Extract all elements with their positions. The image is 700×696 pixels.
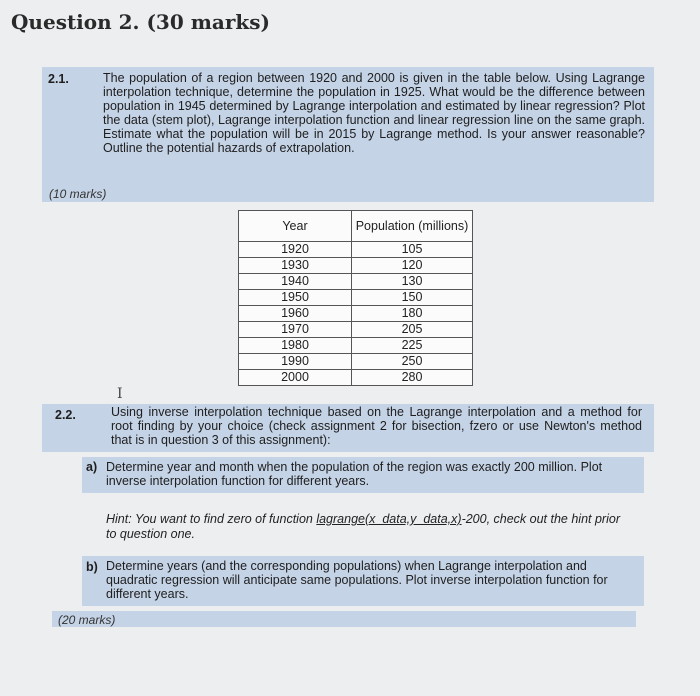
table-row xyxy=(239,370,473,386)
table-row xyxy=(239,306,473,322)
year-cell: 1960 xyxy=(239,306,352,322)
q21-number: 2.1. xyxy=(48,72,69,86)
q22b-text: Determine years (and the corresponding populations) when Lagrange interpolation and quadratic regression will anticipate same populations. Plot inverse interpolation function for different years. xyxy=(106,559,608,601)
hint-suffix: -200, check out the hint prior to question one. xyxy=(106,512,620,541)
q21-text: The population of a region between 1920 and 2000 is given in the table below. Using Lagrange interpolation technique, determine the population in 1925. What would be the difference between population in 1945 determined by Lagrange interpolation and estimated by linear regression? Plot the data (stem plot), Lagrange interpolation function and linear regression line on the same graph. Estimate what the population will be in 2015 by Lagrange method. Is your answer reasonable? Outline the potential hazards of extrapolation. xyxy=(103,71,645,155)
population-cell: 130 xyxy=(352,274,473,290)
q22-marks-bar xyxy=(52,611,636,627)
population-cell: 180 xyxy=(352,306,473,322)
hint-text xyxy=(106,512,626,542)
population-cell: 250 xyxy=(352,354,473,370)
population-cell: 280 xyxy=(352,370,473,386)
population-cell: 120 xyxy=(352,258,473,274)
table-row xyxy=(239,354,473,370)
year-cell: 1920 xyxy=(239,242,352,258)
hint-function: lagrange(x_data,y_data,x) xyxy=(316,512,462,526)
table-row xyxy=(239,274,473,290)
q22a-text: Determine year and month when the population of the region was exactly 200 million. Plot inverse interpolation function for different years. xyxy=(106,460,603,488)
q22-number: 2.2. xyxy=(55,408,76,422)
q22a-label: a) xyxy=(86,460,98,474)
q21-marks: (10 marks) xyxy=(49,187,107,201)
year-cell: 2000 xyxy=(239,370,352,386)
table-row xyxy=(239,338,473,354)
year-cell: 1930 xyxy=(239,258,352,274)
year-cell: 1980 xyxy=(239,338,352,354)
population-cell: 105 xyxy=(352,242,473,258)
population-cell: 150 xyxy=(352,290,473,306)
page-title: Question 2. (30 marks) xyxy=(11,10,270,34)
text-cursor-icon: I xyxy=(117,386,123,402)
table-row xyxy=(239,242,473,258)
table-row xyxy=(239,258,473,274)
population-cell: 225 xyxy=(352,338,473,354)
hint-prefix: Hint: You want to find zero of function xyxy=(106,512,317,526)
population-cell: 205 xyxy=(352,322,473,338)
year-cell: 1970 xyxy=(239,322,352,338)
q22b-label: b) xyxy=(86,560,98,574)
population-table xyxy=(238,210,473,386)
q22-text: Using inverse interpolation technique based on the Lagrange interpolation and a method for root finding by your choice (check assignment 2 for bisection, fzero or use Newton's method that is in question 3 of this assignment): xyxy=(111,405,642,447)
q22-marks: (20 marks) xyxy=(58,613,116,627)
header-population: Population (millions) xyxy=(352,211,473,242)
year-cell: 1940 xyxy=(239,274,352,290)
table-row xyxy=(239,290,473,306)
year-cell: 1990 xyxy=(239,354,352,370)
table-row xyxy=(239,322,473,338)
header-year: Year xyxy=(239,211,352,242)
year-cell: 1950 xyxy=(239,290,352,306)
